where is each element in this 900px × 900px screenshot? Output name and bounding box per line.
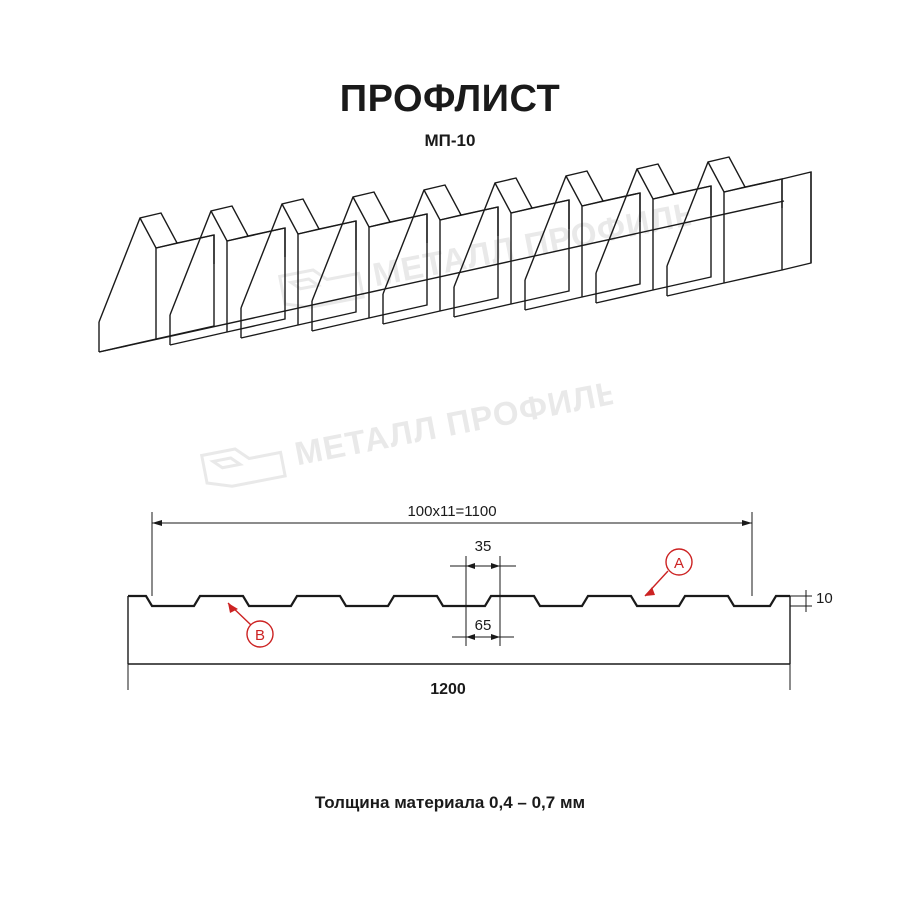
product-code: МП-10 xyxy=(424,131,476,150)
dim-height xyxy=(790,590,812,612)
dim-rib-top xyxy=(450,556,516,600)
section-profile xyxy=(128,596,790,606)
page-title: ПРОФЛИСТ xyxy=(339,78,561,120)
callout-a xyxy=(645,549,692,596)
svg-text:МЕТАЛЛ ПРОФИЛЬ: МЕТАЛЛ ПРОФИЛЬ xyxy=(291,372,618,473)
dim-rib-base-label: 65 xyxy=(474,617,492,634)
callout-a-label: A xyxy=(673,555,685,572)
material-thickness-note: Толщина материала 0,4 – 0,7 мм xyxy=(314,793,586,812)
iso-ribs xyxy=(99,157,811,352)
dim-overall-top xyxy=(152,512,752,596)
isometric-view xyxy=(99,157,811,352)
dim-overall-top-label: 100x11=1100 xyxy=(407,503,497,520)
callout-b-label: B xyxy=(254,627,266,644)
svg-text:МЕТАЛЛ ПРОФИЛЬ: МЕТАЛЛ ПРОФИЛЬ xyxy=(369,193,696,294)
section-view xyxy=(128,512,812,690)
dim-height-label: 10 xyxy=(816,590,833,607)
dim-rib-top-label: 35 xyxy=(474,538,492,555)
callout-b xyxy=(228,603,273,647)
dim-overall-bottom-label: 1200 xyxy=(430,681,466,698)
